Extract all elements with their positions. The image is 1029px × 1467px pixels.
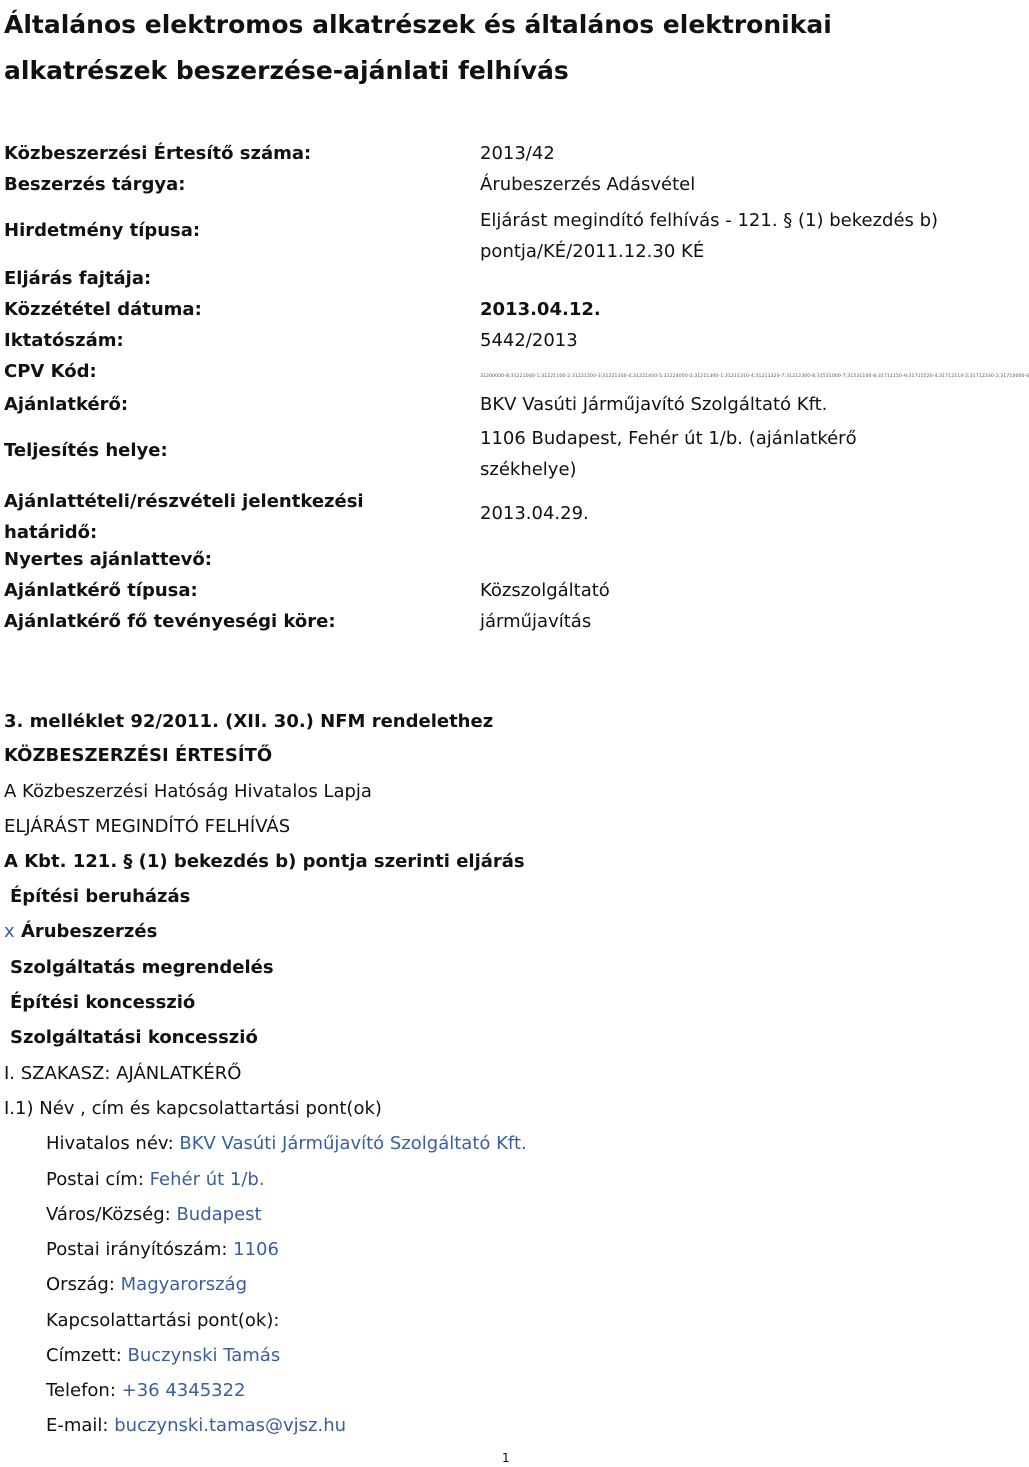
field-varos xyxy=(46,1204,262,1226)
label-ajanlatkero-tipusa: Ajánlatkérő típusa: xyxy=(4,580,198,601)
value-hatarido: 2013.04.29. xyxy=(480,503,589,524)
value-cpv: 31200000-8;31221000-1;31221100-2;31221200-3;31221300-4;31221400-5;31224000-2;31211300-1;31211310-4;31211320-7;31212300-8;31531000-7;31531100-8;31711150-9;31711520-4;31712114-2;31712330-2;31710000-6 xyxy=(480,374,1029,379)
field-value: 1106 xyxy=(233,1239,279,1260)
field-iranyitoszam xyxy=(46,1239,279,1261)
label-iktatoszam: Iktatószám: xyxy=(4,330,124,351)
field-value: Magyarország xyxy=(120,1274,248,1295)
field-orszag xyxy=(46,1274,247,1296)
value-ertesito: 2013/42 xyxy=(480,143,555,164)
contract-type-label: Árubeszerzés xyxy=(20,921,158,942)
label-nyertes: Nyertes ajánlattevő: xyxy=(4,549,212,570)
contract-type-label: Építési koncesszió xyxy=(10,992,196,1013)
field-label: Hivatalos név: xyxy=(46,1133,180,1154)
contract-type-item xyxy=(10,957,274,979)
value-ajanlatkero-tipusa: Közszolgáltató xyxy=(480,580,610,601)
value-ajanlatkero: BKV Vasúti Járműjavító Szolgáltató Kft. xyxy=(480,394,828,415)
contract-type-item xyxy=(10,886,190,908)
contract-type-label: Szolgáltatás megrendelés xyxy=(10,957,274,978)
value-kozzetetel: 2013.04.12. xyxy=(480,299,601,320)
value-iktatoszam: 5442/2013 xyxy=(480,330,578,351)
field-label: Ország: xyxy=(46,1274,121,1295)
label-ertesito: Közbeszerzési Értesítő száma: xyxy=(4,143,312,164)
field-kapcsolattartasi xyxy=(46,1310,279,1332)
label-teljesites-helye: Teljesítés helye: xyxy=(4,440,168,461)
field-value: Buczynski Tamás xyxy=(127,1345,281,1366)
label-cpv: CPV Kód: xyxy=(4,361,97,382)
field-label: E-mail: xyxy=(46,1415,115,1436)
gazette-subtitle: A Közbeszerzési Hatóság Hivatalos Lapja xyxy=(4,781,372,802)
field-label: Város/Község: xyxy=(46,1204,177,1225)
field-email xyxy=(46,1415,346,1437)
label-ajanlatkero: Ajánlatkérő: xyxy=(4,394,129,415)
field-value: +36 4345322 xyxy=(121,1380,246,1401)
page-number: 1 xyxy=(502,1451,510,1465)
section-title: I. SZAKASZ: AJÁNLATKÉRŐ xyxy=(4,1063,242,1084)
field-value: Fehér út 1/b. xyxy=(149,1169,265,1190)
label-beszerzes-targya: Beszerzés tárgya: xyxy=(4,174,186,195)
field-postai-cim xyxy=(46,1169,265,1191)
field-label: Postai cím: xyxy=(46,1169,150,1190)
field-hivatalos-nev xyxy=(46,1133,527,1155)
field-cimzett xyxy=(46,1345,280,1367)
contract-type-label: Építési beruházás xyxy=(10,886,191,907)
contract-type-item xyxy=(10,992,195,1014)
contract-type-item xyxy=(4,921,157,943)
contract-type-label: Szolgáltatási koncesszió xyxy=(10,1027,258,1048)
field-label: Telefon: xyxy=(46,1380,122,1401)
subsection-title: I.1) Név , cím és kapcsolattartási pont(ok) xyxy=(4,1098,382,1119)
field-label: Kapcsolattartási pont(ok): xyxy=(46,1310,280,1331)
value-teljesites-helye: 1106 Budapest, Fehér út 1/b. (ajánlatkérő székhelye) xyxy=(480,428,857,480)
label-fo-tevekenyseg: Ajánlatkérő fő tevényeségi köre: xyxy=(4,611,336,632)
notice-type: ELJÁRÁST MEGINDÍTÓ FELHÍVÁS xyxy=(4,816,291,837)
field-value: BKV Vasúti Járműjavító Szolgáltató Kft. xyxy=(179,1133,527,1154)
field-value: Budapest xyxy=(176,1204,262,1225)
label-hatarido: Ajánlattételi/részvételi jelentkezési határidő: xyxy=(4,491,364,543)
label-eljaras-fajtaja: Eljárás fajtája: xyxy=(4,268,152,289)
email-link[interactable]: buczynski.tamas@vjsz.hu xyxy=(114,1415,347,1436)
contract-type-item xyxy=(10,1027,258,1049)
value-beszerzes-targya: Árubeszerzés Adásvétel xyxy=(480,174,696,195)
contract-type-mark: x xyxy=(4,921,15,942)
value-fo-tevekenyseg: járműjavítás xyxy=(480,611,592,632)
annex-line: 3. melléklet 92/2011. (XII. 30.) NFM rendelethez xyxy=(4,711,494,732)
field-label: Postai irányítószám: xyxy=(46,1239,234,1260)
gazette-title: KÖZBESZERZÉSI ÉRTESÍTŐ xyxy=(4,745,273,766)
procedure-line: A Kbt. 121. § (1) bekezdés b) pontja szerinti eljárás xyxy=(4,851,525,872)
field-label: Címzett: xyxy=(46,1345,128,1366)
label-hirdetmeny-tipusa: Hirdetmény típusa: xyxy=(4,220,201,241)
label-kozzetetel: Közzététel dátuma: xyxy=(4,299,202,320)
value-hirdetmeny-tipusa: Eljárást megindító felhívás - 121. § (1) bekezdés b) pontja/KÉ/2011.12.30 KÉ xyxy=(480,210,939,262)
field-telefon xyxy=(46,1380,246,1402)
document-title: Általános elektromos alkatrészek és általános elektronikai alkatrészek beszerzése-ajánlati felhívás xyxy=(4,10,832,85)
